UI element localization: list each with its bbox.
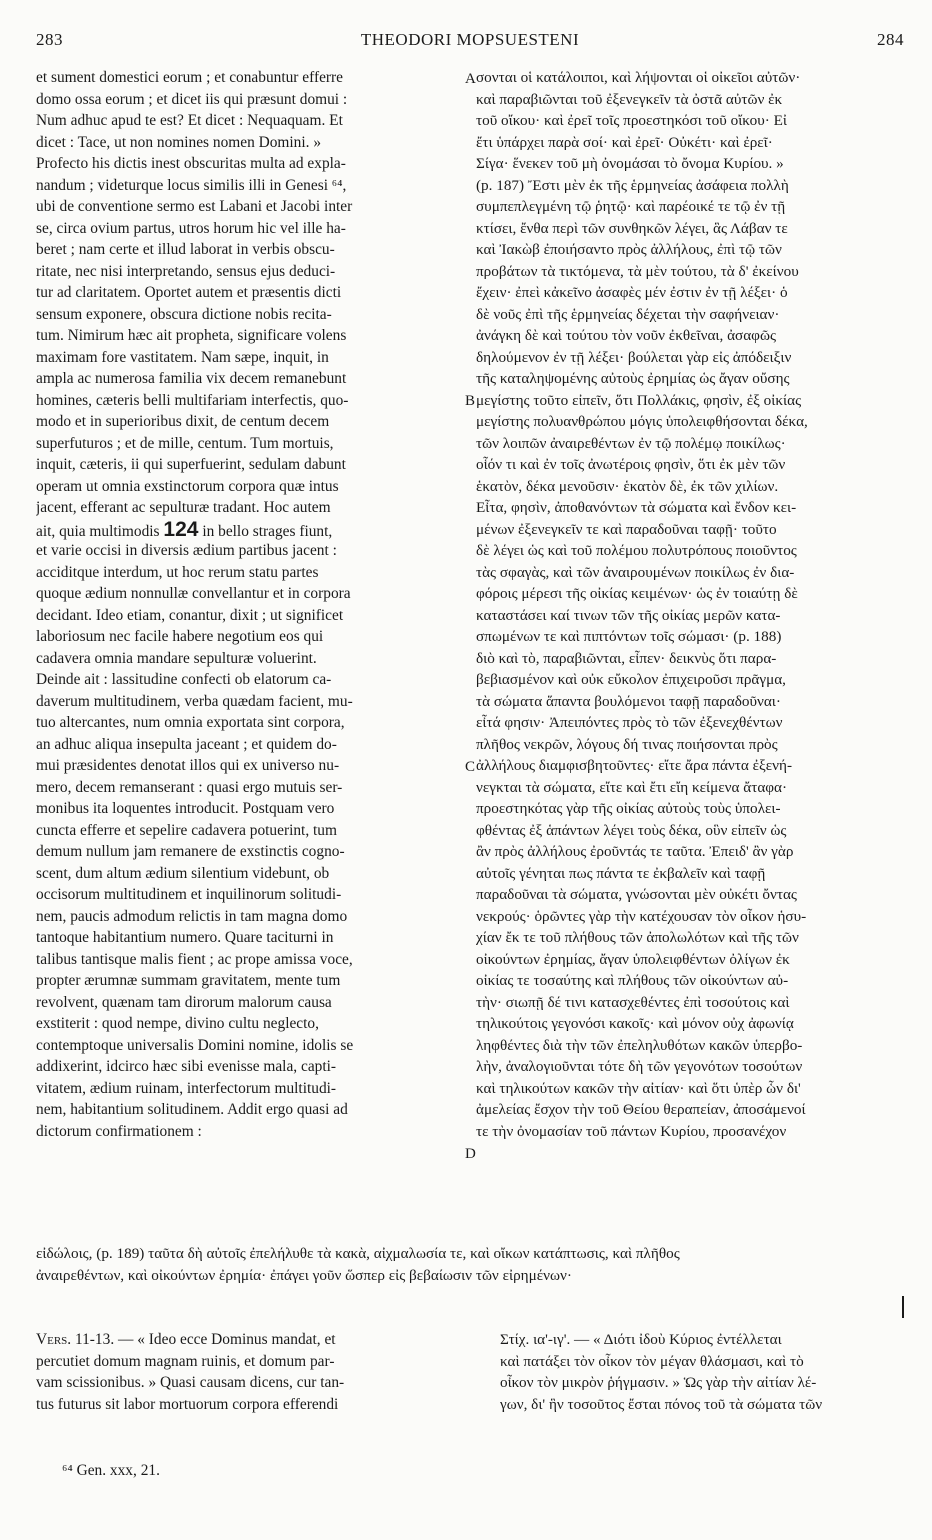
latin-vers-line-3: vam scissionibus. » Quasi causam dicens, cur tan- (36, 1374, 345, 1391)
latin-line: addixerint, idcirco hæc sibi evenisse mala, capti- (36, 1058, 337, 1075)
greek-line: ἀμελείας ἔσχον τὴν τοῦ Θείου θεραπείαν, ἀποσάμενοί (476, 1101, 806, 1118)
latin-vers-line-1-text: — « Ideo ecce Dominus mandat, et (114, 1331, 336, 1348)
greek-line: καταστάσει καί τινων τῶν τῆς οἰκίας μερῶν κατα- (476, 606, 781, 624)
latin-line: scent, dum altum ædium silentium videbunt, ob (36, 864, 330, 882)
greek-line: φόροις μέρεσι τῆς οἰκίας κειμένων· ὡς ἐν τοιαύτῃ δὲ (476, 585, 798, 602)
greek-spanning-line-1 (36, 1243, 906, 1265)
latin-line: contemptoque universalis Domini nomine, idolis se (36, 1036, 354, 1054)
latin-line: decidant. Ideo etiam, conantur, dixit ; ut significet (36, 606, 344, 624)
greek-line: Εἶτα, φησὶν, ἀποθανόντων τὰ σώματα καὶ ἔνδον κει- (476, 499, 797, 516)
greek-line: σπωμένων τε καὶ πιπτόντων τοῖς σώμασι· (p. 188) (476, 628, 782, 645)
greek-line: τῶν λοιπῶν ἀναιρεθέντων ἐν τῷ πολέμῳ ποικίλως· (476, 434, 786, 452)
latin-line: ampla ac numerosa familia vix decem remanebunt (36, 370, 347, 387)
latin-line: mero, decem remanserant : quasi ergo mutuis ser- (36, 778, 343, 796)
latin-line: et varie occisi in diversis ædium partibus jacent : (36, 542, 337, 559)
greek-line: σονται οἱ κατάλοιποι, καὶ λήψονται οἱ οἰκεῖοι αὐτῶν· (476, 69, 801, 86)
greek-line: τὴν· σιωπῇ δέ τινι κατασχεθέντες ἐπὶ τοσούτοις καὶ (476, 993, 790, 1011)
latin-vers-line-2: percutiet domum magnam ruinis, et domum par- (36, 1352, 335, 1370)
greek-line: ἂν πρὸς ἀλλήλους ἐροῦντάς τε ταῦτα. Ἐπειδ' ἂν γὰρ (476, 843, 794, 860)
greek-line: πλῆθος νεκρῶν, λόγους δή τινας ποιήσονται πρὸς (476, 735, 778, 753)
margin-letter-b: B (465, 393, 476, 409)
greek-line: νεκρούς· ὁρῶντες γὰρ τὴν κατέχουσαν τὸν οἶκον ἡσυ- (476, 907, 807, 925)
latin-line: laboriosum nec facile habere negotium eos qui (36, 628, 324, 645)
latin-line: tur ad claritatem. Oportet autem et præsentis dicti (36, 284, 342, 301)
greek-line: ἔτι ὑπάρχει παρὰ σοί· καὶ ἐρεῖ· Οὐκέτι· καὶ ἐρεῖ· (476, 133, 773, 151)
footnote: ⁶⁴ Gen. xxx, 21. (62, 1462, 160, 1479)
margin-letter-d: D (465, 1146, 476, 1162)
latin-line-tail: in bello strages fiunt, (202, 522, 333, 540)
greek-line: καὶ τηλικούτων κακῶν τὴν αἰτίαν· καὶ ὅτι ὑπὲρ ὧν δι' (476, 1079, 801, 1097)
latin-vers-block (36, 1329, 462, 1415)
greek-spanning-text-1: εἰδώλοις, (p. 189) ταῦτα δὴ αὐτοῖς ἐπελήλυθε τὰ κακὰ, αἰχμαλωσία τε, καὶ οἴκων κατάπτωσις, καὶ πλῆθος (36, 1245, 680, 1262)
greek-line: μένων ἐξενεγκεῖν τε καὶ παραδοῦναι ταφῇ· τοῦτο (476, 520, 777, 538)
latin-line: Deinde ait : lassitudine confecti ob elatorum ca- (36, 671, 332, 688)
greek-line: κτίσει, ἔνθα περὶ τῶν συνθηκῶν λέγει, ἃς Λάβαν τε (476, 219, 788, 237)
greek-line: τηλικούτοις γεγονόσι κακοῖς· καὶ μόνον οὐχ ἀφωνίᾳ (476, 1015, 794, 1032)
latin-line-text: ait, quia multimodis (36, 522, 160, 540)
greek-line: ἑκατὸν, δέκα μενοῦσιν· ἑκατὸν δὲ, ἐκ τῶν χιλίων. (476, 477, 779, 495)
greek-line: διὸ καὶ τὸ, παραβιῶνται, εἶπεν· δεικνὺς ὅτι παρα- (476, 649, 777, 667)
greek-line: εἶτά φησιν· Ἀπειπόντες πρὸς τὸ τῶν ἐξενεχθέντων (476, 714, 783, 731)
margin-rule (902, 1296, 904, 1318)
greek-line: δὲ νοῦς ἐπὶ τῆς ἑρμηνείας δέχεται τὴν σαφήνειαν· (476, 305, 780, 323)
greek-line: τὰ σώματα ἅπαντα βουλόμενοι ταφῇ παραδοῦναι· (476, 692, 781, 710)
latin-line: an adhuc aliqua insepulta jaceant ; et quidem do- (36, 735, 337, 753)
latin-line: monibus ita loquentes introducit. Postquam vero (36, 800, 335, 817)
latin-line: vitatem, ædium ruinam, interfectorum multitudi- (36, 1079, 337, 1097)
latin-line: ritate, nec nisi interpretando, sensus ejus deduci- (36, 262, 336, 280)
greek-line: φθέντας ἐξ ἁπάντων λέγει τοὺς δέκα, οὓν εἰπεῖν ὡς (476, 821, 787, 839)
latin-line: tuo altercantes, num omnia exportata sint corpora, (36, 714, 345, 731)
latin-line: acciditque interdum, ut hoc rerum statu partes (36, 563, 319, 581)
latin-line: cuncta efferre et sepelire cadavera potuerint, tum (36, 821, 337, 839)
greek-line: ἀνάγκη δὲ καὶ τούτου τὸν νοῦν ἐκθεῖναι, ἀσαφῶς (476, 327, 776, 344)
greek-vers-line-1: Στίχ. ια'-ιγ'. — « Διότι ἰδοὺ Κύριος ἐντέλλεται (500, 1331, 782, 1348)
latin-line: mui præsidentes denotat illos qui ex universo nu- (36, 757, 340, 774)
latin-line: homines, cæteris belli multifariam interfectis, quo- (36, 391, 349, 409)
latin-column (36, 67, 462, 1142)
latin-line: exstiterit : quod nempe, divino cultu neglecto, (36, 1015, 319, 1032)
greek-line: παραδοῦναι τὰ σώματα, γνώσονται μὲν οὐκέτι ὄντας (476, 886, 797, 903)
greek-spanning-line-2 (36, 1265, 906, 1287)
greek-line: προβάτων τὰ τικτόμενα, τὰ μὲν τούτου, τὰ δ' ἐκείνου (476, 262, 799, 280)
greek-vers-block (500, 1329, 904, 1415)
margin-letter-a: A (465, 71, 476, 87)
greek-line: καὶ Ἰακὼβ ἐποιήσαντο πρὸς ἀλλήλους, ἐπὶ τῷ τῶν (476, 241, 782, 258)
greek-line: τῆς καταληψομένης αὐτοὺς ἐρημίας ὡς ἄγαν οὔσης (476, 370, 790, 387)
latin-line: quoque ædium nonnullæ convellantur et in corpora (36, 585, 351, 602)
latin-line: maximam fore vastitatem. Nam sæpe, inquit, in (36, 348, 329, 366)
greek-vers-line-4: γων, δι' ἣν τοσοῦτος ἔσται πόνος τοῦ τὰ σώματα τῶν (500, 1395, 823, 1413)
greek-line: λὴν, ἀναλογιοῦνται τότε δὴ τῶν γεγονότων τοσούτων (476, 1058, 803, 1075)
latin-line: nem, habitantium solitudinem. Addit ergo quasi ad (36, 1101, 348, 1118)
greek-line: ἔχειν· ἐπεὶ κἀκεῖνο ἀσαφὲς μέν ἐστιν ἐν τῇ λέξει· ὁ (476, 284, 788, 301)
greek-line: ληφθέντες διὰ τὴν τῶν ἐπεληλυθότων κακῶν ὑπερβο- (476, 1036, 803, 1054)
greek-line: τοῦ οἴκου· καὶ ἐρεῖ τοῖς προεστηκόσι τοῦ οἴκου· Εἰ (476, 112, 787, 129)
margin-letter-c: C (465, 759, 476, 775)
latin-line: se, circa ovium partus, utros horum hic vel ille ha- (36, 219, 346, 237)
latin-line: demum nullum jam remanere de exstinctis cogno- (36, 843, 345, 860)
latin-line: daverum multitudinem, verba quædam facient, mu- (36, 692, 353, 710)
column-number: 124 (163, 517, 199, 541)
latin-vers-heading: Vers. 11-13. (36, 1331, 115, 1348)
latin-line: superfuturos ; et de mille, centum. Tum mortuis, (36, 434, 334, 452)
greek-line: δηλούμενον ἐν τῇ λέξει· βούλεται γὰρ εἰς ἀπόδειξιν (476, 348, 792, 366)
latin-vers-line-4: tus futurus sit labor mortuorum corpora efferendi (36, 1395, 339, 1413)
greek-line: ἀλλήλους διαμφισβητοῦντες· εἴτε ἄρα πάντα ἐξενή- (476, 757, 793, 774)
latin-line: occisorum multitudinem et inquilinorum solitudi- (36, 886, 342, 903)
latin-line: sensum exponere, obscura dictione nobis recita- (36, 305, 332, 323)
latin-line: nandum ; videturque locus similis illi in Genesi ⁶⁴, (36, 176, 347, 194)
latin-line: propter ærumnæ summam gravitatem, mente tum (36, 972, 341, 989)
latin-line: modo et in superioribus dixit, de centum decem (36, 413, 330, 430)
greek-line: τὰς σφαγὰς, καὶ τῶν ἀναιρουμένων ποικίλως ἐν δια- (476, 563, 795, 581)
latin-vers-line-1 (36, 1329, 462, 1351)
page-header (36, 30, 904, 56)
greek-spanning-text-2: ἀναιρεθέντων, καὶ οἰκούντων ἐρημία· ἐπάγει γοῦν ὥσπερ εἰς βεβαίωσιν τῶν εἰρημένων· (36, 1267, 572, 1284)
greek-line: αὐτοῖς γένηται πως πάντα τε ἐκβαλεῖν καὶ ταφῇ (476, 864, 766, 882)
latin-line: dicet : Tace, ut non nomines nomen Domini. » (36, 133, 322, 151)
running-title: THEODORI MOPSUESTENI (360, 30, 580, 49)
latin-line: operam ut omnia exstinctorum corpora quæ intus (36, 477, 339, 495)
greek-line: χίαν ἔκ τε τοῦ πλήθους τῶν ἀπολωλότων καὶ τῆς τῶν (476, 929, 799, 946)
latin-line: et sument domestici eorum ; et conabuntur efferre (36, 69, 343, 86)
greek-line: τε τὴν ὀνομασίαν τοῦ πάντων Κυρίου, προσανέχον (476, 1122, 787, 1140)
latin-line: domo ossa eorum ; et dicet iis qui præsunt domui : (36, 90, 348, 108)
page-number-left: 283 (36, 30, 63, 49)
greek-line: μεγίστης τοῦτο εἰπεῖν, ὅτι Πολλάκις, φησὶν, ἐξ οἰκίας (476, 391, 802, 409)
latin-line: Num adhuc apud te est? Et dicet : Nequaquam. Et (36, 112, 343, 129)
greek-line: νεγκται τὰ σώματα, εἴτε καὶ ἔτι εἴη κείμενα ἄταφα· (476, 778, 788, 796)
latin-line: jacent, efferant ac sepulturæ tradant. Hoc autem (36, 499, 331, 516)
greek-line: οἰκούντων ἐρημίας, ἄγαν ὑπολειφθέντων ὀλίγων ἐκ (476, 950, 790, 968)
greek-line: οἰκίας τε τοσαύτης καὶ πλήθους τῶν οἰκούντων αὐ- (476, 972, 789, 989)
latin-line: beret ; nam certe et illud laborat in verbis obscu- (36, 241, 335, 258)
page-number-right: 284 (877, 30, 904, 49)
greek-vers-line-3: οἶκον τὸν μικρὸν ῥήγμασιν. » Ὡς γὰρ τὴν αἰτίαν λέ- (500, 1374, 817, 1391)
latin-line (36, 519, 462, 541)
greek-line: προεστηκότας γὰρ τῆς οἰκίας αὐτοὺς τοὺς ὑπολει- (476, 800, 781, 817)
latin-line: nem, paucis admodum relictis in tam magna domo (36, 907, 348, 925)
greek-line: καὶ παραβιῶνται τοῦ ἐξενεγκεῖν τὰ ὀστᾶ αὐτῶν ἐκ (476, 90, 783, 108)
latin-line: cadavera omnia mandare sepulturæ voluerint. (36, 649, 317, 667)
latin-line: tantoque habitantium numero. Quare taciturni in (36, 929, 334, 946)
latin-line: talibus tantisque malis fient ; ac prope amissa voce, (36, 950, 353, 968)
greek-line: οἷόν τι καὶ ἐν τοῖς ἀνωτέροις φησὶν, ὅτι ἐκ μὲν τῶν (476, 456, 786, 473)
latin-line: Profecto his dictis inest obscuritas multa ad expla- (36, 155, 346, 172)
greek-line: Σίγα· ἕνεκεν τοῦ μὴ ὀνομάσαι τὸ ὄνομα Κυρίου. » (476, 155, 784, 172)
greek-line: (p. 187) Ἔστι μὲν ἐκ τῆς ἑρμηνείας ἀσάφεια πολλὴ (476, 176, 789, 194)
greek-line: δὲ λέγει ὡς καὶ τοῦ πολέμου πολυτρόπους ποιοῦντος (476, 542, 797, 559)
latin-line: ubi de conventione sermo est Labani et Jacobi inter (36, 198, 353, 215)
greek-column (476, 67, 904, 1142)
greek-vers-line-2: καὶ πατάξει τὸν οἶκον τὸν μέγαν θλάσμασι, καὶ τὸ (500, 1352, 804, 1370)
greek-line: συμπεπλεγμένη τῷ ῥητῷ· καὶ παρέοικέ τε τῷ ἐν τῇ (476, 198, 786, 215)
latin-line: tum. Nimirum hæc ait propheta, significare volens (36, 327, 347, 344)
latin-line: revolvent, quænam tam dirorum malorum causa (36, 993, 332, 1011)
latin-line: dictorum confirmationem : (36, 1122, 202, 1140)
greek-line: μεγίστης πολυανθρώπου μόγις ὑπολειφθήσονται δέκα, (476, 413, 808, 430)
latin-line: inquit, cæteris, ii qui superfuerint, sedulam dabunt (36, 456, 346, 473)
greek-line: βεβιασμένον καὶ οὐκ εὔκολον ἐπιχειροῦσι πρᾶγμα, (476, 671, 786, 688)
